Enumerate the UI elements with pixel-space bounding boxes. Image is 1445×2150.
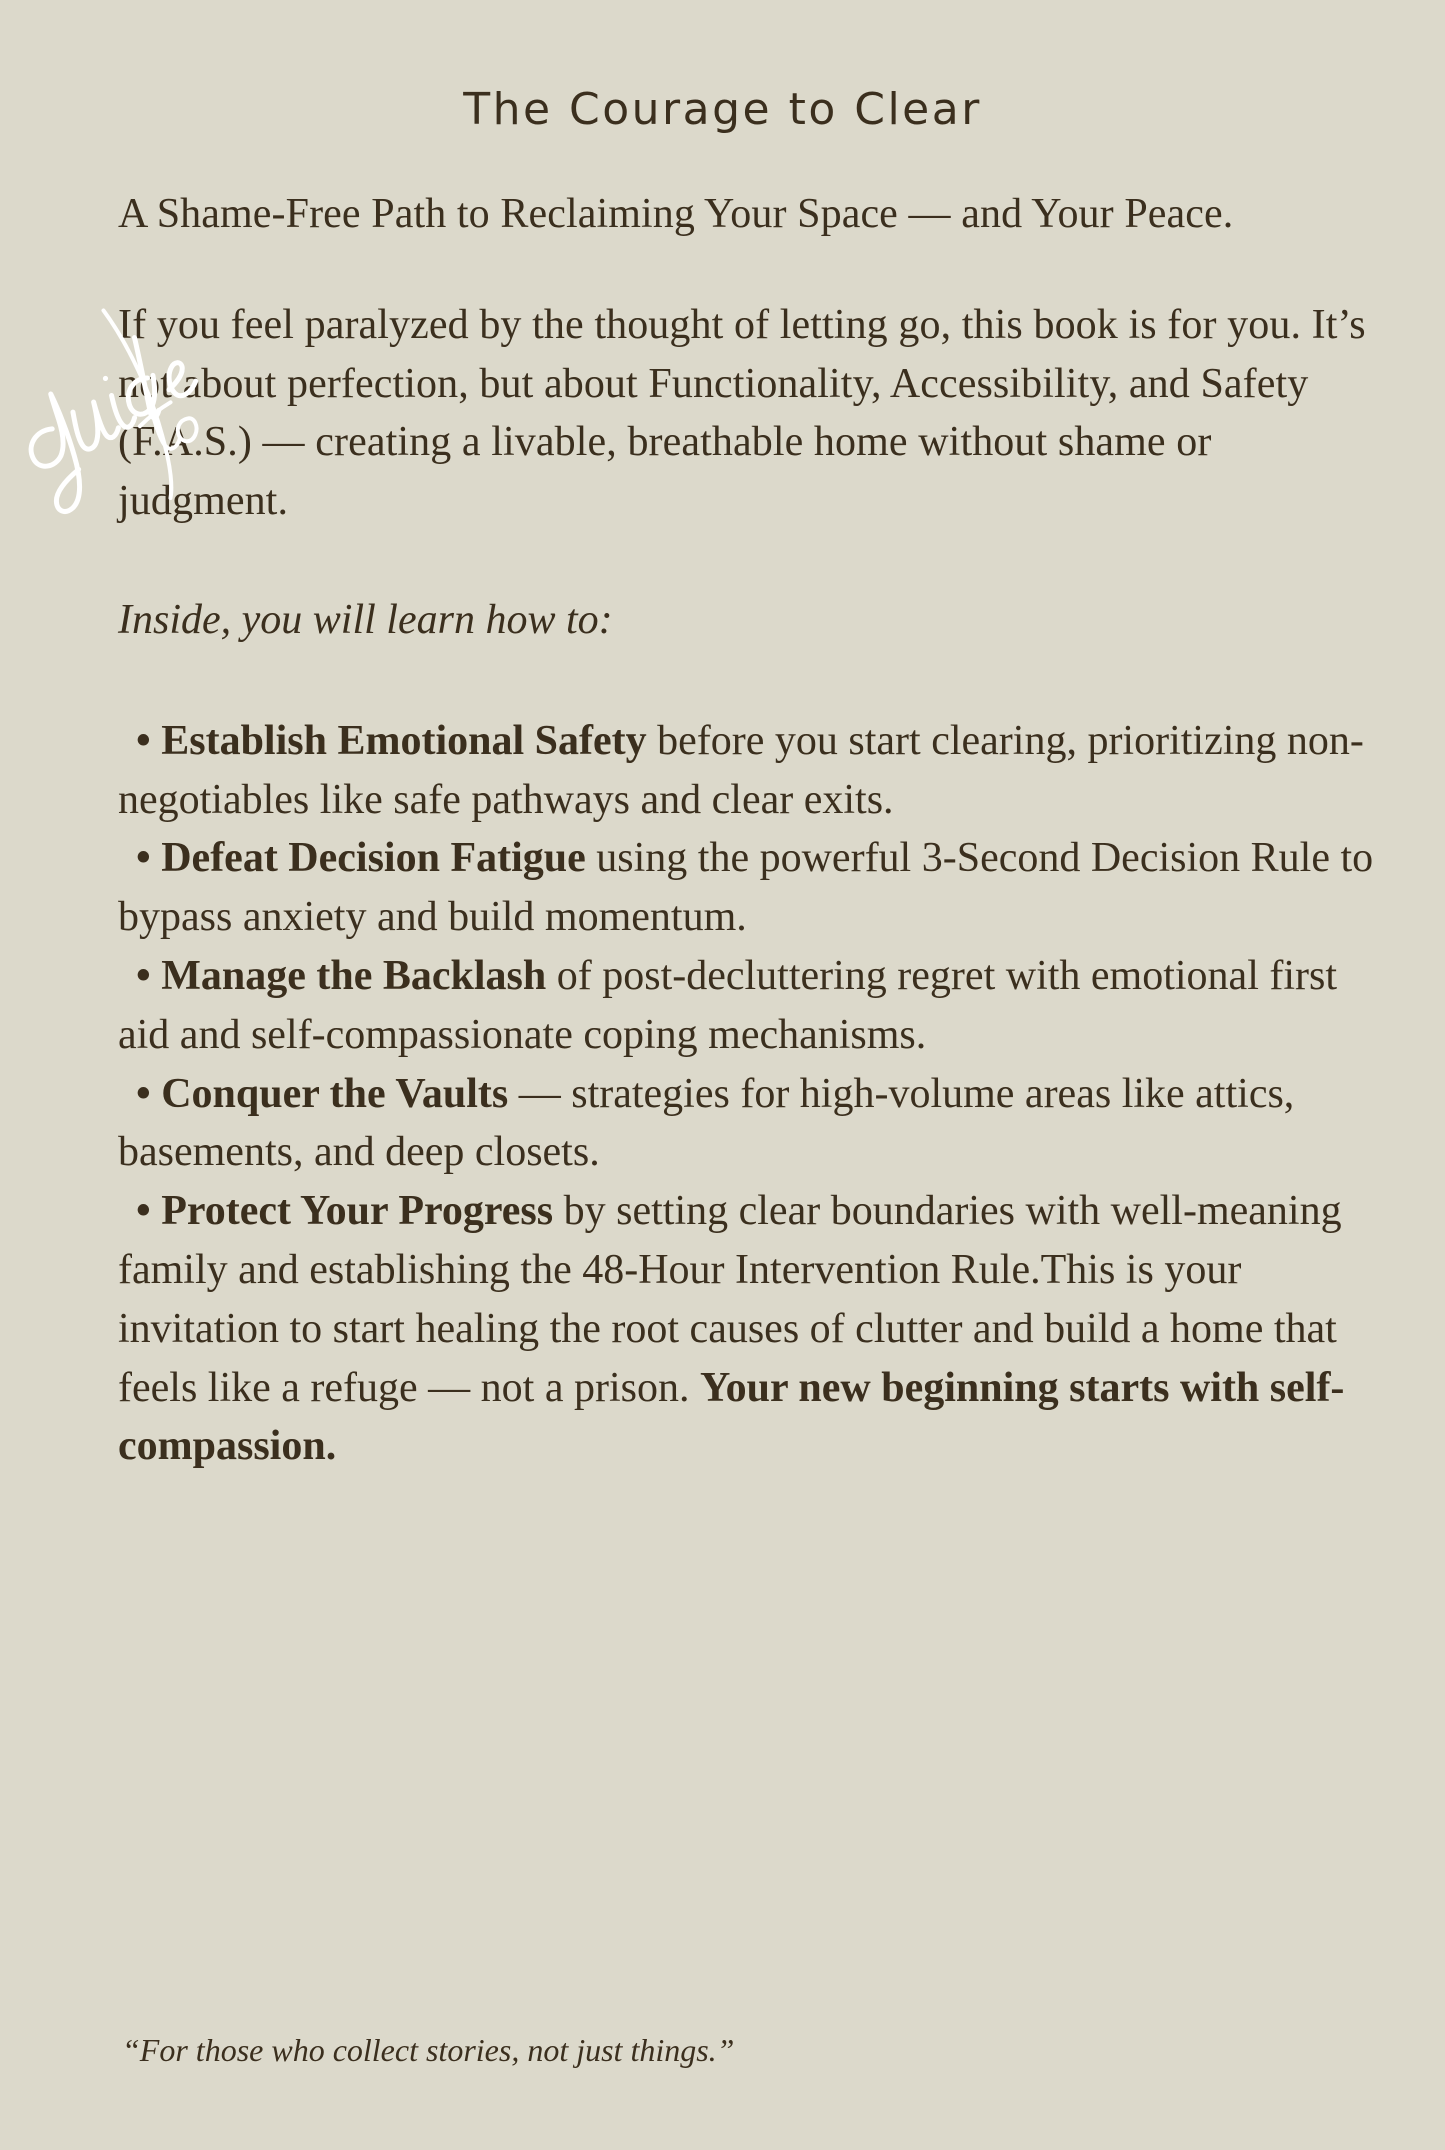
bullet-marker-icon: •: [136, 717, 151, 764]
subtitle: A Shame-Free Path to Reclaiming Your Space — and Your Peace.: [118, 191, 1234, 237]
closing-emphasis: Your new beginning starts with self-compassion.: [118, 1364, 1345, 1470]
list-item-heading: Establish Emotional Safety: [161, 717, 647, 764]
list-item: [118, 1065, 1378, 1183]
list-item: [118, 1182, 1378, 1476]
closing-text: This is your invitation to start healing the root causes of clutter and build a home that feels like a refuge — not a prison.: [118, 1246, 1337, 1411]
page-title: The Courage to Clear: [463, 84, 982, 136]
list-item-text: of post-decluttering regret with emotional first aid and self-compassionate coping mechanisms.: [118, 952, 1338, 1058]
list-item-heading: Defeat Decision Fatigue: [161, 835, 586, 882]
list-item-text: — strategies for high-volume areas like attics, basements, and deep closets.: [118, 1070, 1295, 1176]
list-item-heading: Manage the Backlash: [161, 952, 547, 999]
bullet-marker-icon: •: [136, 952, 151, 999]
learn-lead-in: Inside, you will learn how to:: [118, 596, 613, 643]
bullet-marker-icon: •: [136, 1070, 151, 1117]
list-item-heading: Protect Your Progress: [161, 1188, 554, 1235]
spacer: [118, 650, 1378, 712]
list-item-text: using the powerful 3-Second Decision Rule to bypass anxiety and build momentum.: [118, 835, 1374, 941]
intro-paragraph: If you feel paralyzed by the thought of letting go, this book is for you. It’s not about perfection, but about Functionality, Accessibility, and Safety (F.A.S.) — creating a livable, breathable home without shame or judgment.: [118, 301, 1366, 525]
spacer: [118, 244, 1378, 296]
list-item-text: by setting clear boundaries with well-meaning family and establishing the 48-Hour Intervention Rule.: [118, 1188, 1342, 1293]
benefits-list: [118, 712, 1378, 1476]
spacer: [118, 531, 1378, 591]
list-item: [118, 829, 1378, 947]
bullet-marker-icon: •: [136, 835, 151, 882]
bullet-marker-icon: •: [136, 1188, 151, 1235]
list-item-heading: Conquer the Vaults: [161, 1070, 509, 1117]
footer-quote: “For those who collect stories, not just things.”: [122, 2032, 735, 2068]
list-item-text: before you start clearing, prioritizing non-negotiables like safe pathways and clear exits.: [118, 717, 1364, 823]
list-item: [118, 712, 1378, 830]
book-description: [118, 185, 1378, 1476]
list-item: [118, 947, 1378, 1065]
